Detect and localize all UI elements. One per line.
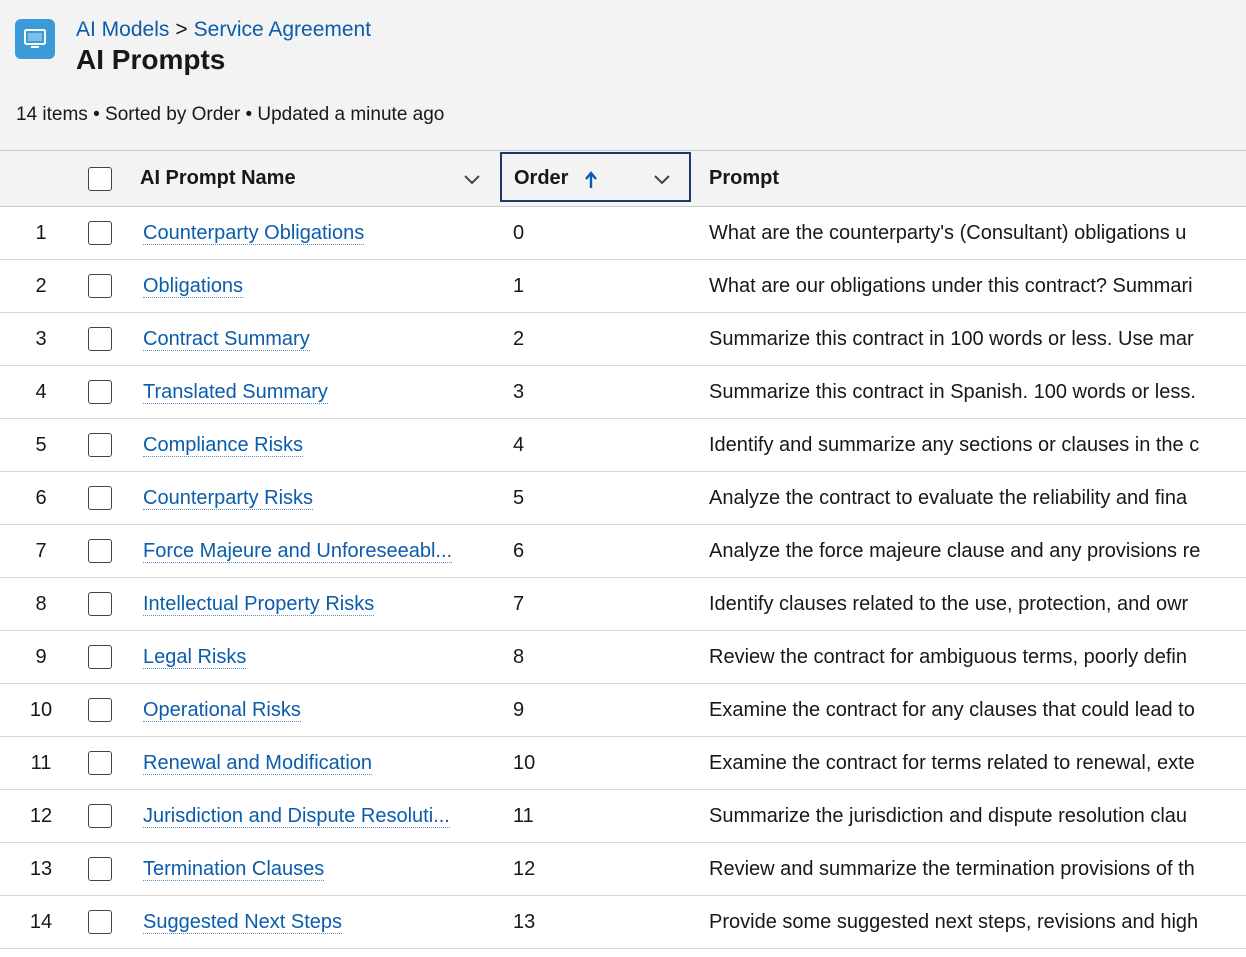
header-row-number	[0, 151, 82, 207]
ai-model-icon	[15, 19, 55, 59]
breadcrumb-service-agreement[interactable]: Service Agreement	[193, 18, 372, 41]
table-row	[0, 366, 1246, 419]
row-select-cell	[82, 525, 126, 578]
prompt-name-cell	[126, 896, 499, 949]
order-cell: 11	[499, 790, 693, 843]
prompt-text-cell: Summarize this contract in Spanish. 100 words or less.	[693, 366, 1246, 419]
row-number: 2	[0, 260, 82, 313]
breadcrumb	[76, 18, 371, 42]
row-checkbox[interactable]	[88, 857, 112, 881]
header-select-all	[82, 151, 126, 207]
row-checkbox[interactable]	[88, 433, 112, 457]
column-header-prompt[interactable]	[693, 151, 1246, 207]
breadcrumb-ai-models[interactable]: AI Models	[76, 18, 170, 41]
prompt-name-link[interactable]: Jurisdiction and Dispute Resoluti...	[143, 804, 450, 827]
prompt-name-link[interactable]: Translated Summary	[143, 380, 328, 403]
column-header-order-label: Order	[514, 167, 569, 189]
column-header-order[interactable]	[499, 151, 693, 207]
row-checkbox[interactable]	[88, 698, 112, 722]
table-row	[0, 737, 1246, 790]
table-header-row	[0, 151, 1246, 207]
row-select-cell	[82, 366, 126, 419]
page-title: AI Prompts	[76, 44, 226, 75]
table-row	[0, 207, 1246, 260]
prompt-text-cell: Examine the contract for any clauses that could lead to	[693, 684, 1246, 737]
prompt-name-cell	[126, 525, 499, 578]
order-cell: 13	[499, 896, 693, 949]
prompt-name-link[interactable]: Compliance Risks	[143, 433, 304, 456]
row-number: 5	[0, 419, 82, 472]
row-checkbox[interactable]	[88, 380, 112, 404]
prompt-name-cell	[126, 472, 499, 525]
prompt-name-link[interactable]: Operational Risks	[143, 698, 301, 721]
row-select-cell	[82, 631, 126, 684]
page-header	[0, 0, 1246, 150]
prompt-text-cell: Provide some suggested next steps, revisions and high	[693, 896, 1246, 949]
row-number: 14	[0, 896, 82, 949]
prompt-name-link[interactable]: Contract Summary	[143, 327, 310, 350]
row-checkbox[interactable]	[88, 274, 112, 298]
row-number: 7	[0, 525, 82, 578]
prompt-name-cell	[126, 737, 499, 790]
row-number: 1	[0, 207, 82, 260]
row-checkbox[interactable]	[88, 751, 112, 775]
prompt-name-cell	[126, 419, 499, 472]
order-cell: 9	[499, 684, 693, 737]
row-select-cell	[82, 790, 126, 843]
prompt-text-cell: Summarize this contract in 100 words or less. Use mar	[693, 313, 1246, 366]
row-number: 9	[0, 631, 82, 684]
prompt-name-link[interactable]: Legal Risks	[143, 645, 247, 668]
prompt-text-cell: Summarize the jurisdiction and dispute resolution clau	[693, 790, 1246, 843]
column-header-name-label: AI Prompt Name	[140, 167, 296, 190]
prompt-name-cell	[126, 790, 499, 843]
table-row	[0, 631, 1246, 684]
table-row	[0, 578, 1246, 631]
table-row	[0, 843, 1246, 896]
table-row	[0, 525, 1246, 578]
select-all-checkbox[interactable]	[88, 167, 112, 191]
prompt-name-link[interactable]: Counterparty Obligations	[143, 221, 365, 244]
order-cell: 3	[499, 366, 693, 419]
prompt-text-cell: Examine the contract for terms related to renewal, exte	[693, 737, 1246, 790]
table-row	[0, 896, 1246, 949]
table-row	[0, 260, 1246, 313]
order-cell: 10	[499, 737, 693, 790]
table-row	[0, 684, 1246, 737]
row-checkbox[interactable]	[88, 804, 112, 828]
prompt-name-link[interactable]: Renewal and Modification	[143, 751, 373, 774]
order-cell: 4	[499, 419, 693, 472]
row-number: 4	[0, 366, 82, 419]
row-select-cell	[82, 896, 126, 949]
row-select-cell	[82, 472, 126, 525]
prompt-name-link[interactable]: Intellectual Property Risks	[143, 592, 375, 615]
prompt-text-cell: Analyze the contract to evaluate the reliability and fina	[693, 472, 1246, 525]
table-row	[0, 419, 1246, 472]
column-header-prompt-label: Prompt	[709, 167, 779, 190]
prompt-name-link[interactable]: Termination Clauses	[143, 857, 325, 880]
row-checkbox[interactable]	[88, 539, 112, 563]
order-cell: 12	[499, 843, 693, 896]
prompt-name-cell	[126, 207, 499, 260]
row-number: 8	[0, 578, 82, 631]
sort-ascending-arrow-icon[interactable]	[584, 170, 598, 196]
row-select-cell	[82, 313, 126, 366]
column-header-order-active[interactable]	[500, 152, 691, 202]
chevron-down-icon[interactable]	[462, 169, 482, 195]
order-cell: 0	[499, 207, 693, 260]
row-checkbox[interactable]	[88, 221, 112, 245]
row-number: 12	[0, 790, 82, 843]
prompt-text-cell: What are the counterparty's (Consultant) obligations u	[693, 207, 1246, 260]
row-select-cell	[82, 260, 126, 313]
row-select-cell	[82, 578, 126, 631]
prompt-text-cell: Review the contract for ambiguous terms, poorly defin	[693, 631, 1246, 684]
table-body	[0, 207, 1246, 949]
order-cell: 6	[499, 525, 693, 578]
row-number: 6	[0, 472, 82, 525]
row-number: 10	[0, 684, 82, 737]
row-select-cell	[82, 684, 126, 737]
row-checkbox[interactable]	[88, 486, 112, 510]
prompt-name-cell	[126, 313, 499, 366]
prompt-name-cell	[126, 366, 499, 419]
row-select-cell	[82, 419, 126, 472]
prompt-name-link[interactable]: Counterparty Risks	[143, 486, 314, 509]
prompt-name-cell	[126, 578, 499, 631]
prompt-text-cell: Analyze the force majeure clause and any provisions re	[693, 525, 1246, 578]
prompt-text-cell: Review and summarize the termination provisions of th	[693, 843, 1246, 896]
breadcrumb-separator: >	[175, 18, 188, 41]
row-number: 3	[0, 313, 82, 366]
row-number: 11	[0, 737, 82, 790]
list-meta-info: 14 items • Sorted by Order • Updated a minute ago	[16, 104, 445, 125]
prompt-text-cell: Identify and summarize any sections or clauses in the c	[693, 419, 1246, 472]
prompt-name-cell	[126, 843, 499, 896]
prompt-text-cell: Identify clauses related to the use, protection, and owr	[693, 578, 1246, 631]
row-number: 13	[0, 843, 82, 896]
table-row	[0, 313, 1246, 366]
row-select-cell	[82, 207, 126, 260]
order-cell: 7	[499, 578, 693, 631]
table-row	[0, 790, 1246, 843]
row-checkbox[interactable]	[88, 592, 112, 616]
order-cell: 1	[499, 260, 693, 313]
prompts-table	[0, 150, 1246, 949]
order-cell: 5	[499, 472, 693, 525]
prompt-name-cell	[126, 631, 499, 684]
prompt-name-cell	[126, 260, 499, 313]
table-row	[0, 472, 1246, 525]
row-select-cell	[82, 737, 126, 790]
row-checkbox[interactable]	[88, 645, 112, 669]
prompt-text-cell: What are our obligations under this contract? Summari	[693, 260, 1246, 313]
order-cell: 2	[499, 313, 693, 366]
prompt-name-link[interactable]: Force Majeure and Unforeseeabl...	[143, 539, 453, 562]
row-checkbox[interactable]	[88, 327, 112, 351]
prompt-name-link[interactable]: Suggested Next Steps	[143, 910, 343, 933]
prompt-name-cell	[126, 684, 499, 737]
row-checkbox[interactable]	[88, 910, 112, 934]
column-header-name[interactable]	[126, 151, 499, 207]
chevron-down-icon[interactable]	[652, 169, 672, 195]
prompts-table-container	[0, 150, 1246, 957]
row-select-cell	[82, 843, 126, 896]
prompt-name-link[interactable]: Obligations	[143, 274, 244, 297]
order-cell: 8	[499, 631, 693, 684]
